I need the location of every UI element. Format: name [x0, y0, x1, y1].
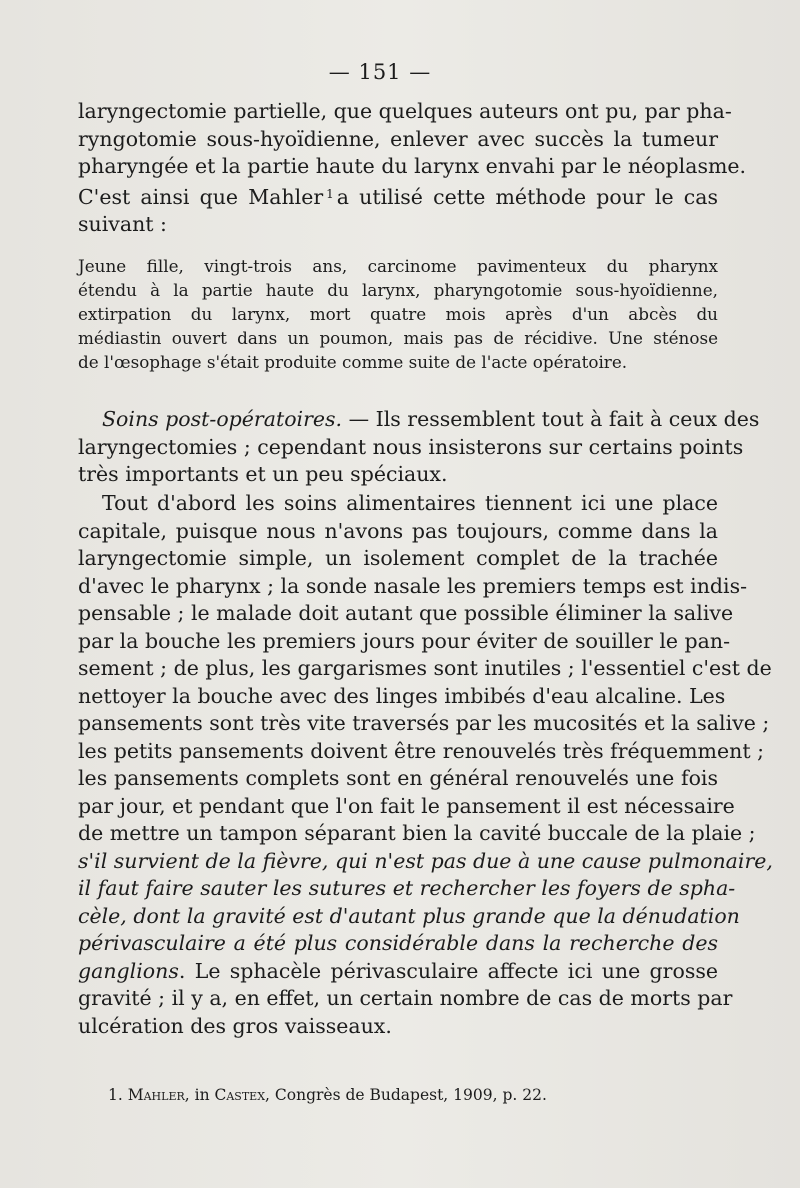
paragraph-3	[78, 490, 773, 1040]
text-line: ulcération des gros vaisseaux.	[78, 1013, 392, 1038]
text-line: extirpation du larynx, mort quatre mois après d'un abcès du	[78, 304, 718, 324]
text-line: ryngotomie sous-hyoïdienne, enlever avec succès la tumeur	[78, 126, 718, 151]
italic-line: périvasculaire a été plus considérable dans la recherche des	[78, 931, 718, 955]
text-line	[78, 406, 760, 434]
text-line: laryngectomie simple, un isolement complet de la trachée	[78, 546, 718, 570]
text-line: gravité ; il y a, en effet, un certain nombre de cas de morts par	[78, 986, 733, 1010]
text-line: de mettre un tampon séparant bien la cavité buccale de la plaie ;	[78, 821, 756, 845]
text-line: capitale, puisque nous n'avons pas toujours, comme dans la	[78, 518, 718, 543]
text-line: laryngectomie partielle, que quelques auteurs ont pu, par pha-	[78, 99, 732, 123]
section-post-operative	[78, 406, 760, 489]
text-line: Tout d'abord les soins alimentaires tiennent ici une place	[102, 491, 718, 515]
text-fragment: , in	[184, 1086, 215, 1104]
text-line: médiastin ouvert dans un poumon, mais pas de récidive. Une sténose	[78, 328, 718, 348]
text-line: très importants et un peu spéciaux.	[78, 462, 448, 486]
text-line	[78, 958, 718, 986]
footnote-source: Castex	[214, 1086, 266, 1104]
text-fragment: C'est ainsi que Mahler	[78, 184, 324, 209]
text-line: les pansements complets sont en général renouvelés une fois	[78, 766, 718, 790]
text-line: par la bouche les premiers jours pour éviter de souiller le pan-	[78, 628, 731, 653]
text-line: de l'œsophage s'était produite comme suite de l'acte opératoire.	[78, 352, 628, 372]
italic-line: il faut faire sauter les sutures et rechercher les foyers de spha-	[78, 876, 736, 900]
text-fragment: a utilisé cette méthode pour le cas	[336, 184, 718, 209]
footnote-number: 1.	[108, 1086, 123, 1104]
text-line: d'avec le pharynx ; la sonde nasale les premiers temps est indis-	[78, 573, 748, 598]
page-number: — 151 —	[328, 60, 432, 84]
text-fragment: . Le sphacèle périvasculaire affecte ici une grosse	[178, 958, 718, 983]
text-fragment: , Congrès de Budapest, 1909, p. 22.	[265, 1086, 547, 1104]
text-line: pansements sont très vite traversés par les mucosités et la salive ;	[78, 711, 770, 735]
text-line	[78, 181, 718, 212]
italic-line: cèle, dont la gravité est d'autant plus grande que la dénudation	[78, 903, 740, 928]
text-line: les petits pansements doivent être renouvelés très fréquemment ;	[78, 738, 764, 763]
footnote-author: Mahler	[127, 1086, 185, 1104]
paragraph-1	[78, 98, 747, 239]
italic-line: s'il survient de la fièvre, qui n'est pas due à une cause pulmonaire,	[78, 848, 773, 873]
text-line: étendu à la partie haute du larynx, pharyngotomie sous-hyoïdienne,	[78, 280, 718, 300]
section-heading: Soins post-opératoires.	[102, 407, 343, 431]
text-line: nettoyer la bouche avec des linges imbibés d'eau alcaline. Les	[78, 683, 726, 708]
text-line: pensable ; le malade doit autant que possible éliminer la salive	[78, 601, 734, 625]
text-line: suivant :	[78, 212, 167, 236]
text-line: par jour, et pendant que l'on fait le pansement il est nécessaire	[78, 793, 735, 818]
italic-fragment: ganglions	[78, 958, 179, 983]
text-line: pharyngée et la partie haute du larynx envahi par le néoplasme.	[78, 154, 747, 178]
footnote	[108, 1086, 728, 1104]
text-line: Jeune fille, vingt-trois ans, carcinome pavimenteux du pharynx	[78, 256, 718, 276]
text-fragment: — Ils ressemblent tout à fait à ceux des	[342, 407, 760, 431]
text-line: laryngectomies ; cependant nous insisterons sur certains points	[78, 434, 744, 459]
case-report	[78, 254, 718, 374]
footnote-ref: 1	[326, 186, 334, 201]
text-line: sement ; de plus, les gargarismes sont inutiles ; l'essentiel c'est de	[78, 656, 772, 680]
